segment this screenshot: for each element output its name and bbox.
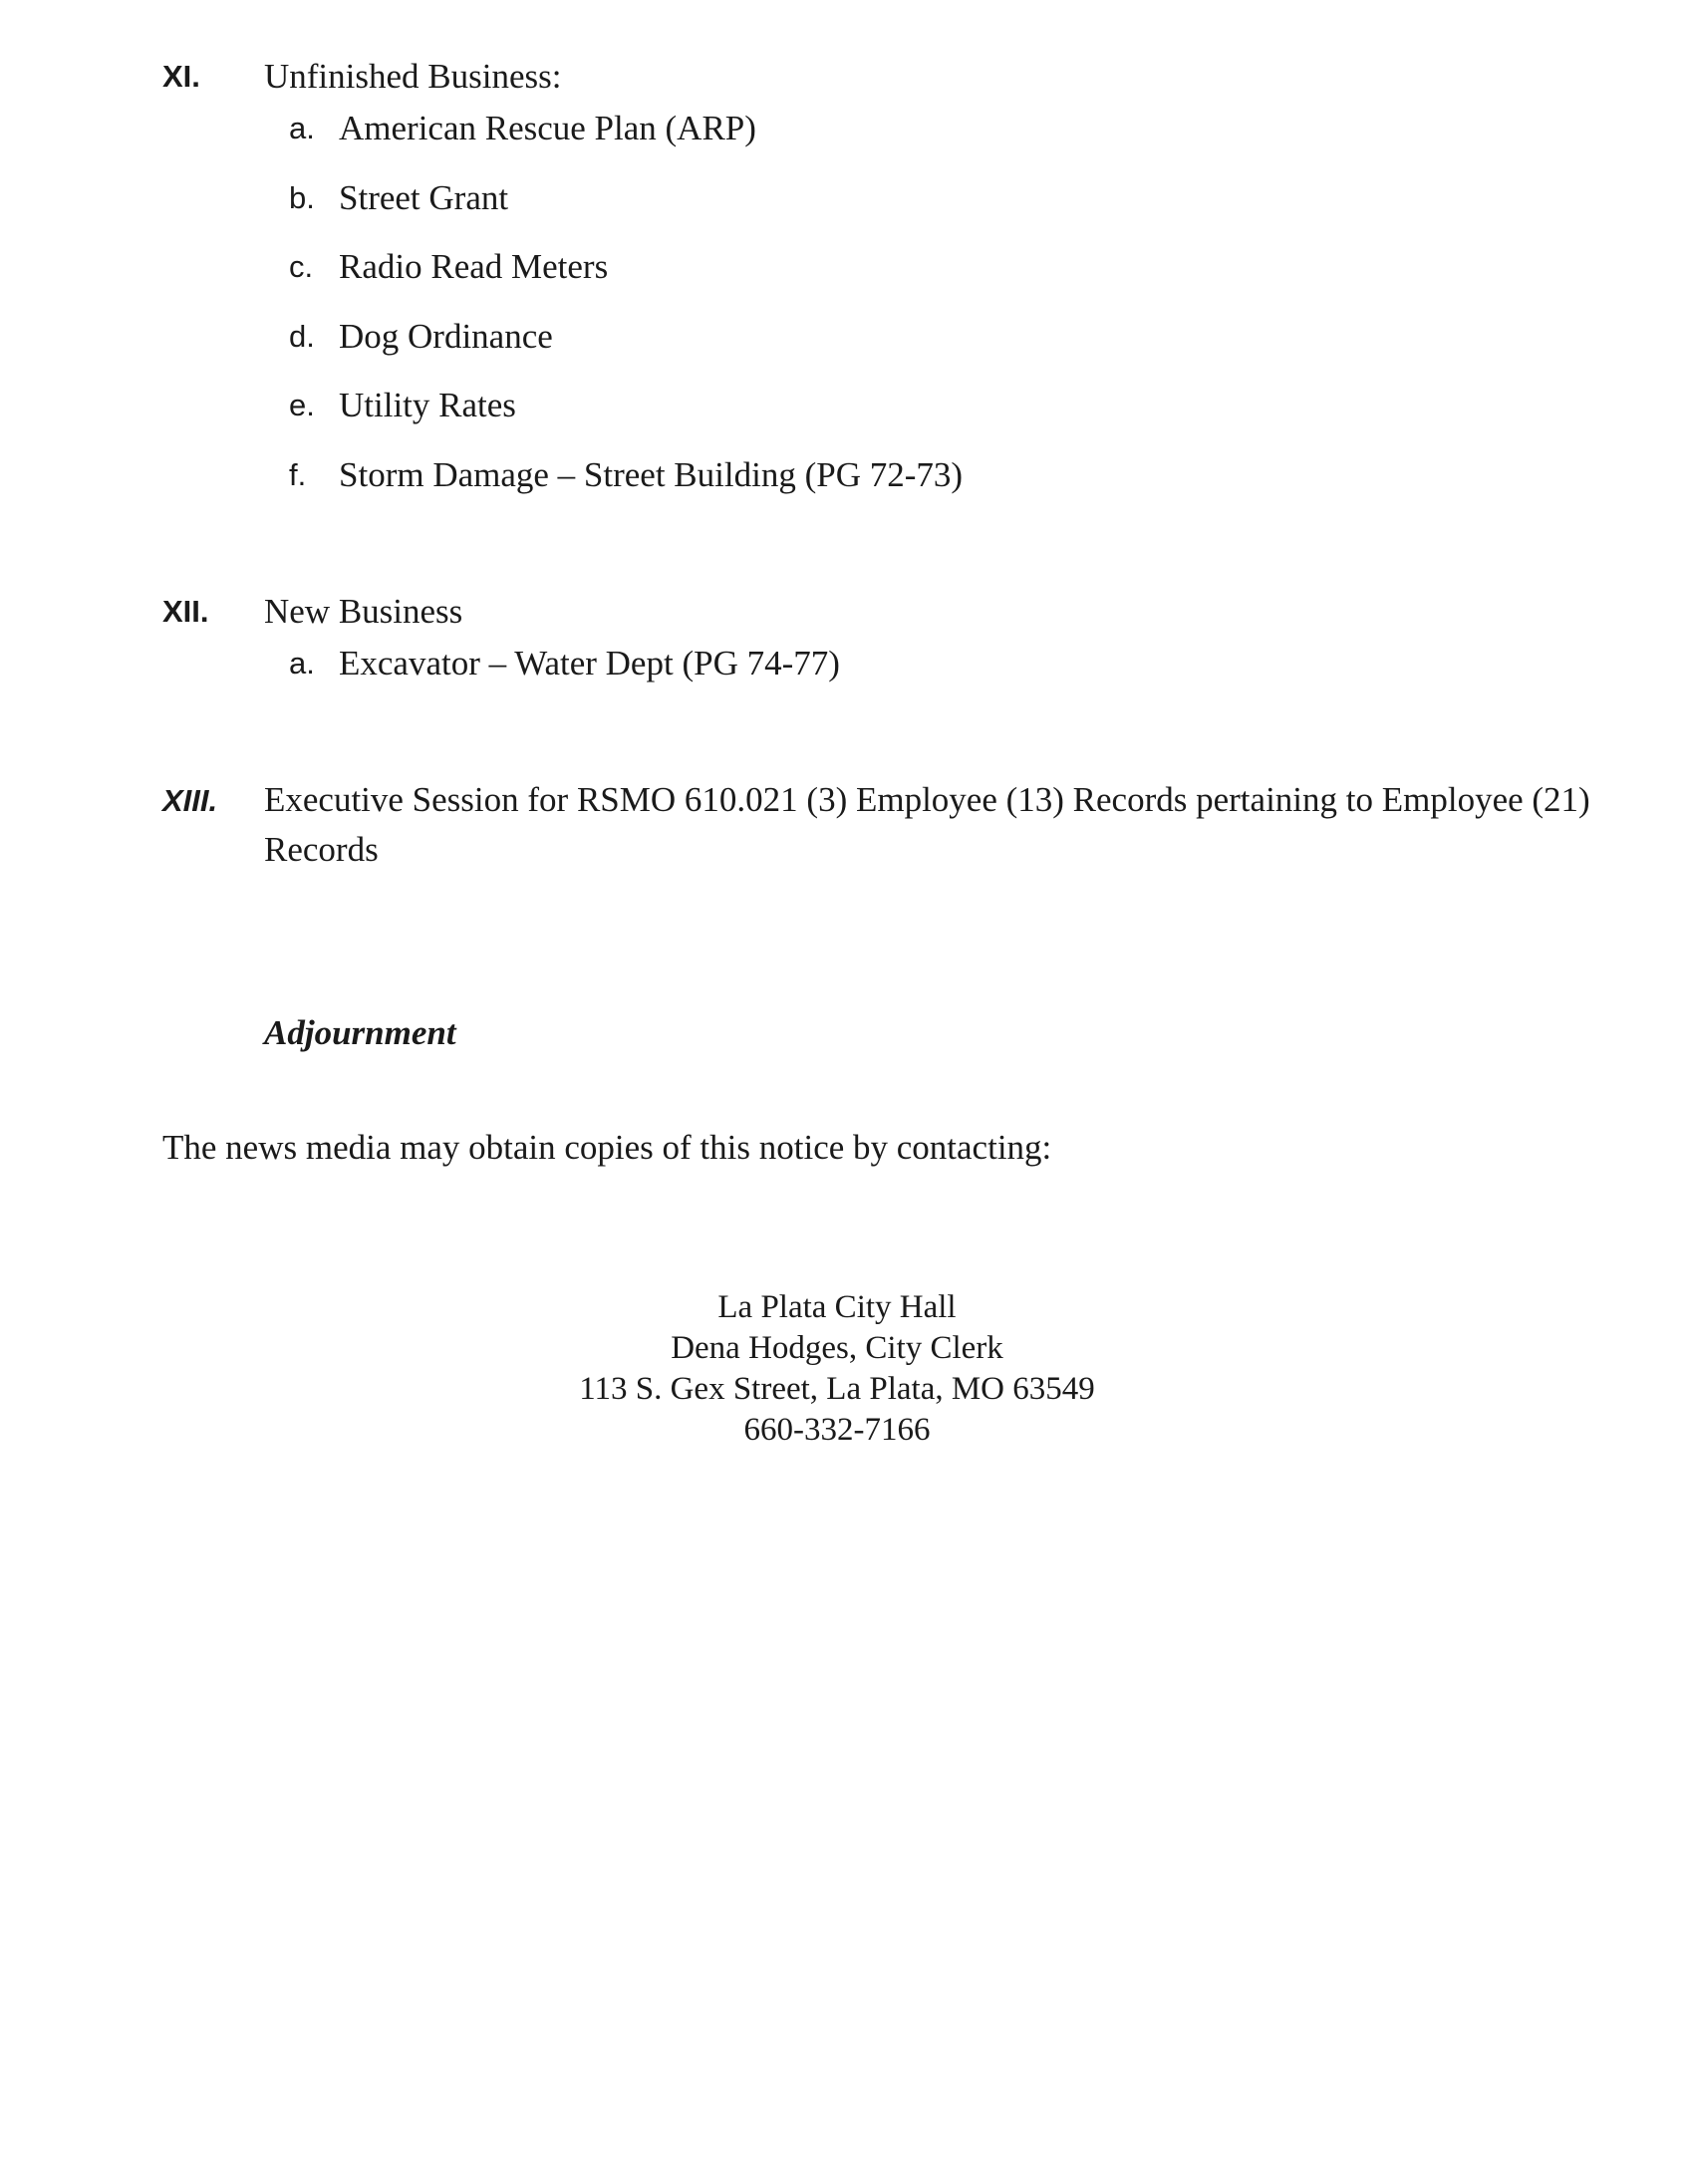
item-text: Storm Damage – Street Building (PG 72-73) (339, 454, 964, 494)
item-letter: b. (289, 179, 315, 215)
item-text: American Rescue Plan (ARP) (339, 109, 756, 147)
section-numeral: XII. (162, 594, 209, 629)
contact-address: 113 S. Gex Street, La Plata, MO 63549 (579, 1371, 1095, 1407)
section-title: Executive Session for RSMO 610.021 (3) Employee (13) Records pertaining to Employee (21) Records (264, 780, 1590, 869)
item-letter: a. (289, 646, 315, 681)
contact-office: La Plata City Hall (717, 1289, 957, 1325)
section-numeral: XIII. (162, 783, 218, 818)
section-numeral: XI. (162, 59, 200, 94)
section-title: New Business (264, 592, 463, 631)
item-text: Dog Ordinance (339, 316, 553, 356)
item-letter: a. (289, 111, 315, 145)
item-text: Street Grant (339, 177, 509, 217)
item-letter: c. (289, 249, 314, 284)
contact-person: Dena Hodges, City Clerk (671, 1330, 1003, 1366)
media-note: The news media may obtain copies of this notice by contacting: (162, 1128, 1052, 1167)
item-text: Utility Rates (339, 386, 516, 424)
contact-block (438, 1287, 1236, 1451)
contact-phone: 660-332-7166 (743, 1412, 931, 1448)
item-letter: e. (289, 388, 315, 422)
item-text: Excavator – Water Dept (PG 74-77) (339, 644, 840, 682)
item-letter: d. (289, 318, 315, 354)
item-text: Radio Read Meters (339, 247, 609, 286)
adjournment-heading: Adjournment (264, 1013, 456, 1052)
section-title: Unfinished Business: (264, 57, 562, 96)
item-letter: f. (289, 456, 307, 492)
